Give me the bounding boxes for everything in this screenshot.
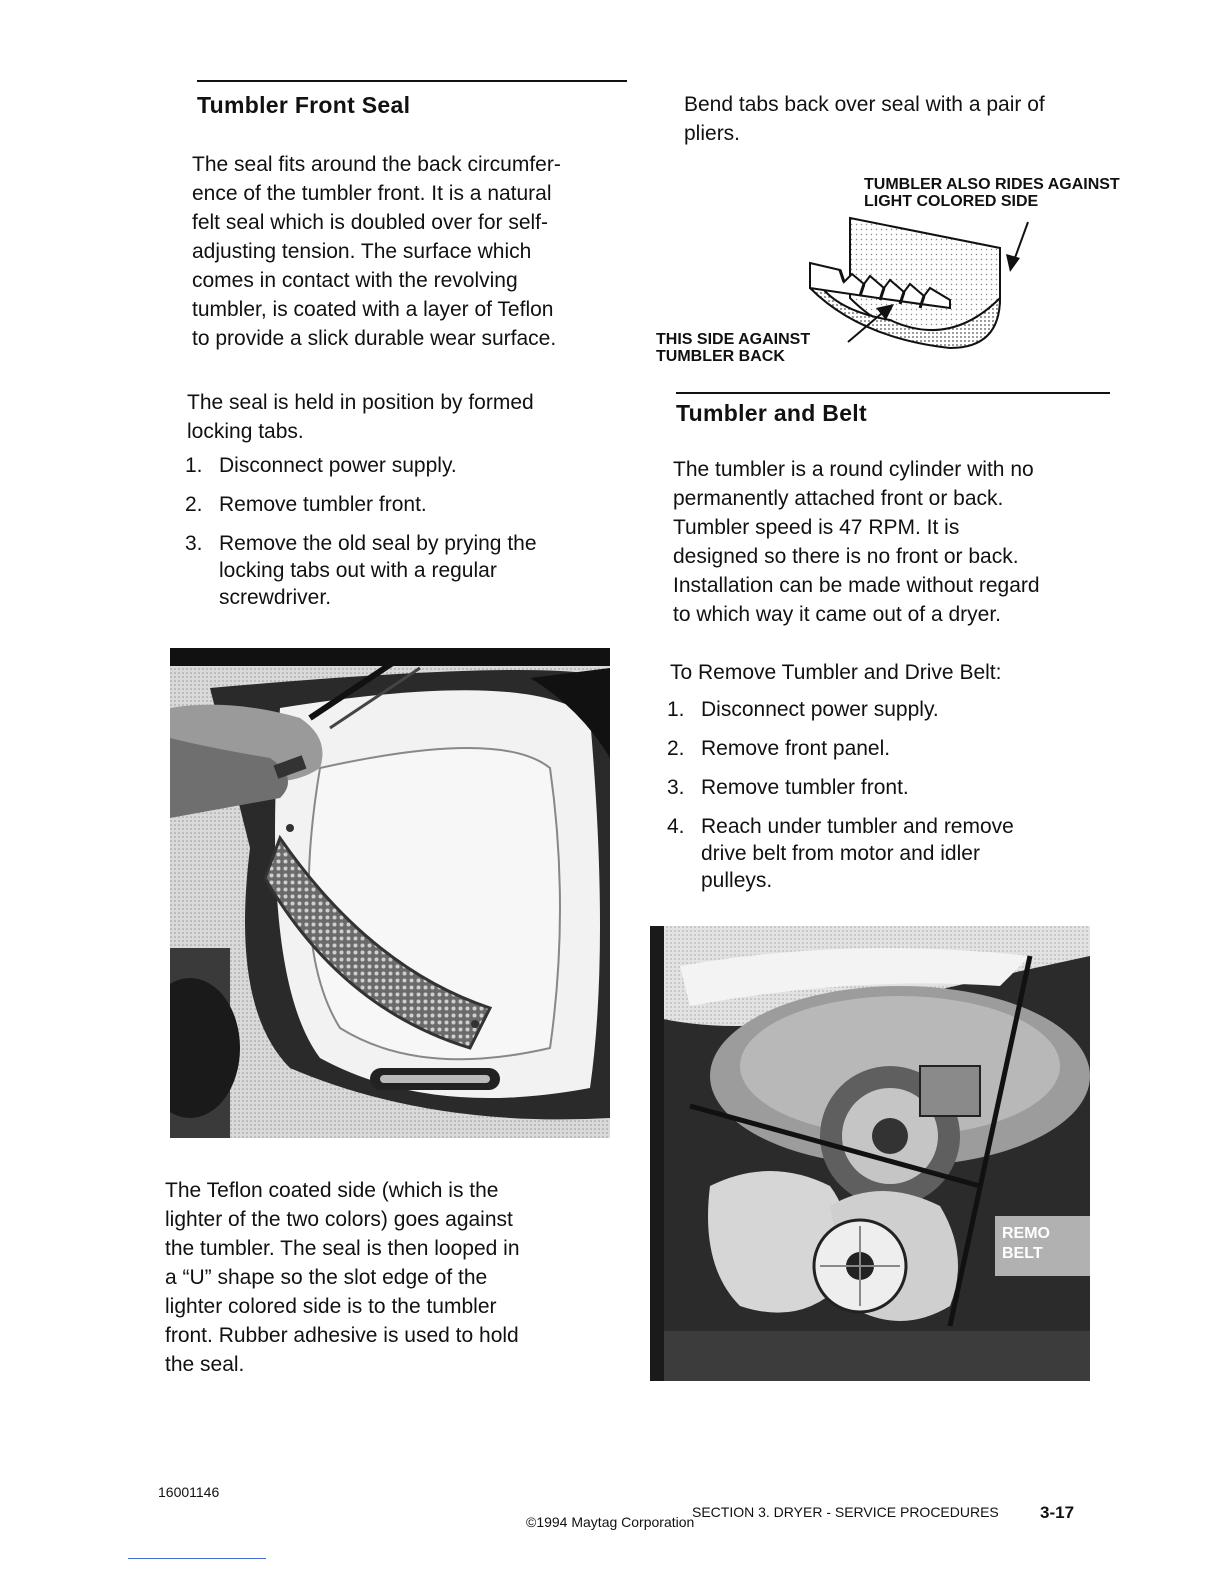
step-number: 2.: [185, 493, 203, 516]
left-heading-rule: [197, 80, 627, 82]
copyright: ©1994 Maytag Corporation: [526, 1514, 695, 1530]
bend-tabs-paragraph: [684, 90, 1124, 148]
step-number: 1.: [185, 454, 203, 477]
step-text: screwdriver.: [219, 586, 332, 609]
list-item: [667, 813, 1107, 894]
text-line: adjusting tension. The surface which: [192, 240, 532, 263]
step-text: pulleys.: [701, 869, 773, 892]
right-heading-rule: [676, 392, 1110, 394]
step-number: 3.: [667, 776, 685, 799]
step-text: Remove the old seal by prying the: [219, 532, 537, 555]
remove-tumbler-title: To Remove Tumbler and Drive Belt:: [670, 661, 1002, 684]
text-line: The Teflon coated side (which is the: [165, 1179, 499, 1202]
label-line: TUMBLER ALSO RIDES AGAINST: [864, 176, 1120, 193]
step-text: Remove front panel.: [701, 737, 891, 760]
section-title: SECTION 3. DRYER - SERVICE PROCEDURES: [692, 1504, 999, 1520]
text-line: felt seal which is doubled over for self-: [192, 211, 549, 234]
text-line: the tumbler. The seal is then looped in: [165, 1237, 520, 1260]
text-line: a “U” shape so the slot edge of the: [165, 1266, 488, 1289]
photo-illustration: [650, 926, 1090, 1381]
text-line: Installation can be made without regard: [673, 574, 1040, 597]
seal-steps-list: [185, 452, 615, 623]
photo-label-remove-belt: [1002, 1224, 1050, 1264]
text-line: lighter of the two colors) goes against: [165, 1208, 513, 1231]
diagram-label-tumbler-back: [656, 331, 856, 365]
step-text: Remove tumbler front.: [219, 493, 427, 516]
list-item: [667, 774, 1107, 801]
step-text: Disconnect power supply.: [219, 454, 457, 477]
list-item: [667, 735, 1107, 762]
diagram-label-light-side: [864, 176, 1164, 210]
text-line: Tumbler speed is 47 RPM. It is: [673, 516, 960, 539]
text-line: permanently attached front or back.: [673, 487, 1004, 510]
seal-held-paragraph: [187, 388, 627, 446]
text-line: Bend tabs back over seal with a pair of: [684, 93, 1045, 116]
step-number: 3.: [185, 532, 203, 555]
step-number: 1.: [667, 698, 685, 721]
text-line: comes in contact with the revolving: [192, 269, 518, 292]
text-line: locking tabs.: [187, 420, 304, 443]
text-line: lighter colored side is to the tumbler: [165, 1295, 497, 1318]
label-line: REMO: [1002, 1225, 1050, 1242]
step-text: locking tabs out with a regular: [219, 559, 497, 582]
step-text: drive belt from motor and idler: [701, 842, 980, 865]
heading-tumbler-and-belt: Tumbler and Belt: [676, 400, 867, 426]
text-line: The seal is held in position by formed: [187, 391, 534, 414]
tumbler-steps-list: [667, 696, 1107, 906]
page-number: 3-17: [1040, 1503, 1075, 1522]
text-line: The seal fits around the back circumfer-: [192, 153, 561, 176]
footer-mark-line: [128, 1558, 266, 1559]
text-line: tumbler, is coated with a layer of Teflon: [192, 298, 554, 321]
heading-tumbler-front-seal: Tumbler Front Seal: [197, 92, 411, 118]
label-line: LIGHT COLORED SIDE: [864, 193, 1039, 210]
text-line: to which way it came out of a dryer.: [673, 603, 1001, 626]
text-line: front. Rubber adhesive is used to hold: [165, 1324, 519, 1347]
text-line: to provide a slick durable wear surface.: [192, 327, 557, 350]
text-line: designed so there is no front or back.: [673, 545, 1019, 568]
step-text: Disconnect power supply.: [701, 698, 939, 721]
step-number: 4.: [667, 815, 685, 838]
step-text: Reach under tumbler and remove: [701, 815, 1014, 838]
list-item: [185, 491, 615, 518]
photo-removing-drive-belt: [650, 926, 1090, 1381]
text-line: the seal.: [165, 1353, 245, 1376]
text-line: The tumbler is a round cylinder with no: [673, 458, 1034, 481]
list-item: [185, 530, 615, 611]
doc-number: 16001146: [158, 1484, 220, 1500]
text-line: ence of the tumbler front. It is a natural: [192, 182, 552, 205]
step-text: Remove tumbler front.: [701, 776, 909, 799]
list-item: [185, 452, 615, 479]
text-line: pliers.: [684, 122, 741, 145]
teflon-paragraph: [165, 1176, 615, 1379]
tumbler-intro-paragraph: [673, 455, 1123, 629]
seal-intro-paragraph: [192, 150, 632, 353]
photo-illustration: [170, 648, 610, 1138]
list-item: [667, 696, 1107, 723]
label-line: BELT: [1002, 1245, 1043, 1262]
photo-prying-seal-tabs: [170, 648, 610, 1138]
label-line: THIS SIDE AGAINST: [656, 331, 811, 348]
step-number: 2.: [667, 737, 685, 760]
label-line: TUMBLER BACK: [656, 348, 785, 365]
